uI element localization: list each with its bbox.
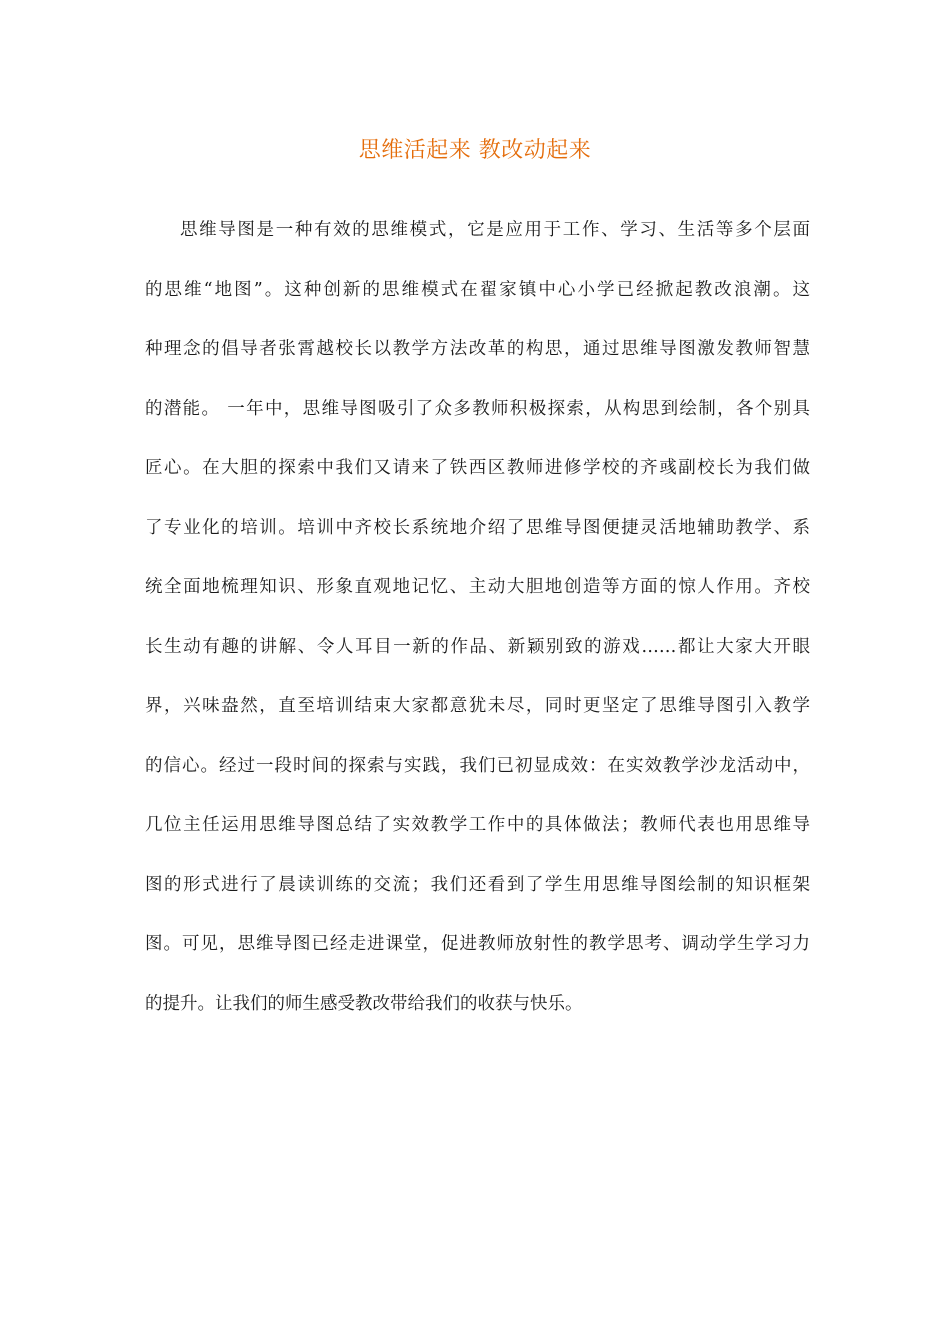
article-paragraph (145, 201, 810, 1034)
paragraph-line: 匠心。在大胆的探索中我们又请来了铁西区教师进修学校的齐彧副校长为我们做 (145, 458, 810, 478)
paragraph-line: 了专业化的培训。培训中齐校长系统地介绍了思维导图便捷灵活地辅助教学、系 (145, 517, 810, 538)
paragraph-line: 图。可见，思维导图已经走进课堂，促进教师放射性的教学思考、调动学生学习力 (145, 934, 810, 954)
paragraph-line: 思维导图是一种有效的思维模式，它是应用于工作、学习、生活等多个层面 (180, 220, 810, 240)
paragraph-line: 的思维“地图”。这种创新的思维模式在翟家镇中心小学已经掀起教改浪潮。这 (145, 279, 810, 300)
paragraph-line: 图的形式进行了晨读训练的交流；我们还看到了学生用思维导图绘制的知识框架 (145, 874, 810, 895)
paragraph-line: 种理念的倡导者张霄越校长以教学方法改革的构思，通过思维导图激发教师智慧 (145, 339, 810, 359)
document-title: 思维活起来 教改动起来 (358, 138, 592, 163)
paragraph-line: 的提升。让我们的师生感受教改带给我们的收获与快乐。 (145, 993, 583, 1014)
paragraph-line: 统全面地梳理知识、形象直观地记忆、主动大胆地创造等方面的惊人作用。齐校 (145, 577, 810, 597)
paragraph-line: 的信心。经过一段时间的探索与实践，我们已初显成效：在实效教学沙龙活动中， (145, 755, 810, 776)
paragraph-line: 几位主任运用思维导图总结了实效教学工作中的具体做法；教师代表也用思维导 (145, 815, 810, 835)
paragraph-line: 界，兴味盎然，直至培训结束大家都意犹未尽，同时更坚定了思维导图引入教学 (145, 696, 810, 716)
paragraph-line: 长生动有趣的讲解、令人耳目一新的作品、新颖别致的游戏……都让大家大开眼 (145, 636, 810, 657)
paragraph-line: 的潜能。 一年中，思维导图吸引了众多教师积极探索，从构思到绘制，各个别具 (145, 398, 810, 419)
